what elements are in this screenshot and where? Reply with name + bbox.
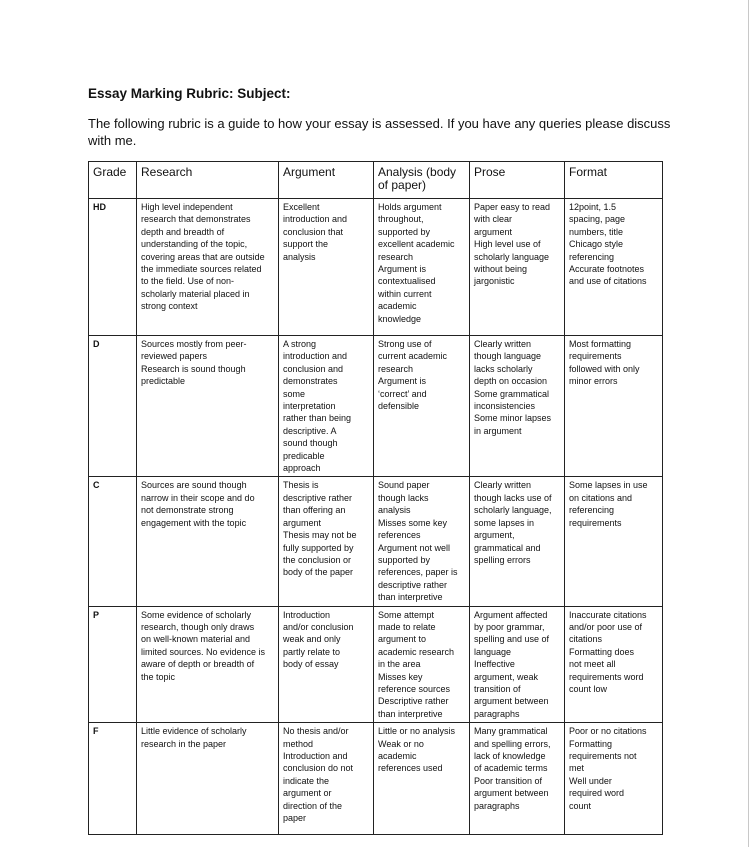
cell-line: academic	[378, 751, 417, 761]
header-row	[89, 162, 663, 199]
grade-cell: F	[89, 723, 137, 835]
cell-line: Strong use of	[378, 339, 432, 349]
cell-line: than offering an	[283, 505, 346, 516]
cell-line: though lacks	[378, 492, 429, 503]
cell-line: A strong	[283, 339, 317, 349]
cell-line: reference sources	[378, 683, 451, 694]
cell-line: referencing	[569, 251, 615, 262]
grade-cell: P	[89, 606, 137, 723]
cell-line: aware of depth or breadth of	[141, 659, 255, 670]
cell-line: introduction and	[283, 214, 348, 225]
cell-line: than interpretive	[378, 592, 443, 603]
cell-line: direction of the	[283, 800, 343, 811]
cell-line: though lacks use of	[474, 492, 552, 503]
cell-line: descriptive. A	[283, 425, 337, 436]
cell-line: Sources are sound though	[141, 480, 247, 491]
cell-line: argument, weak	[474, 671, 539, 682]
cell-line: introduction and	[283, 351, 348, 362]
cell-line: Clearly written	[474, 339, 532, 349]
cell-line: minor errors	[569, 376, 618, 387]
cell-line: argument between	[474, 696, 549, 707]
cell-line: depth and breadth of	[141, 226, 225, 237]
cell-line: spelling errors	[474, 554, 531, 565]
cell-line: research	[378, 363, 414, 374]
table-row	[89, 606, 663, 723]
prose-cell	[470, 723, 565, 835]
format-cell	[565, 477, 663, 606]
cell-line: Most formatting	[569, 339, 632, 349]
cell-line: scholarly language,	[474, 505, 552, 516]
table-row	[89, 477, 663, 606]
cell-line: required word	[569, 788, 625, 799]
cell-line: citations	[569, 634, 603, 645]
cell-line: Misses key	[378, 671, 423, 682]
cell-line: supported by	[378, 554, 431, 565]
cell-line: partly relate to	[283, 646, 341, 657]
cell-line: descriptive rather	[378, 579, 448, 590]
cell-line: on well-known material and	[141, 634, 251, 645]
cell-line: Argument not well	[378, 542, 451, 553]
cell-line: Some lapses in use	[569, 480, 648, 491]
cell-line: though language	[474, 351, 542, 362]
cell-line: supported by	[378, 226, 431, 237]
cell-line: Introduction	[283, 609, 331, 620]
cell-line: transition of	[474, 683, 521, 694]
cell-line: not demonstrate strong	[141, 505, 234, 516]
cell-line: followed with only	[569, 363, 640, 374]
cell-line: in argument	[474, 425, 522, 436]
cell-line: requirements	[569, 351, 622, 362]
prose-cell	[470, 199, 565, 336]
cell-line: conclusion that	[283, 226, 344, 237]
cell-line: argument	[474, 226, 513, 237]
cell-line: and spelling errors,	[474, 738, 551, 749]
cell-line: conclusion and	[283, 363, 344, 374]
cell-line: analysis	[378, 505, 411, 516]
cell-line: research that demonstrates	[141, 214, 251, 225]
cell-line: Sound paper	[378, 480, 430, 491]
cell-line: research	[378, 251, 414, 262]
research-cell	[137, 723, 279, 835]
cell-line: Chicago style	[569, 239, 624, 250]
cell-line: Some attempt	[378, 609, 435, 620]
format-cell	[565, 199, 663, 336]
cell-line: count low	[569, 683, 608, 694]
cell-line: the conclusion or	[283, 554, 352, 565]
format-cell	[565, 336, 663, 477]
cell-line: engagement with the topic	[141, 517, 247, 528]
cell-line: knowledge	[378, 313, 422, 324]
cell-line: in the area	[378, 659, 421, 670]
prose-cell	[470, 336, 565, 477]
cell-line: High level independent	[141, 202, 233, 212]
cell-line: on citations and	[569, 492, 633, 503]
header-research: Research	[137, 162, 279, 199]
cell-line: Poor or no citations	[569, 726, 647, 737]
cell-line: descriptive rather	[283, 492, 353, 503]
cell-line: Accurate footnotes	[569, 264, 645, 275]
table-row	[89, 336, 663, 477]
header-prose: Prose	[470, 162, 565, 199]
research-cell	[137, 477, 279, 606]
cell-line: Misses some key	[378, 517, 448, 528]
cell-line: by poor grammar,	[474, 621, 545, 632]
cell-line: Some evidence of scholarly	[141, 609, 252, 620]
research-cell	[137, 199, 279, 336]
cell-line: academic	[378, 301, 417, 312]
cell-line: some lapses in	[474, 517, 535, 528]
cell-line: research, though only draws	[141, 621, 255, 632]
cell-line: met	[569, 763, 585, 774]
cell-line: and/or poor use of	[569, 621, 643, 632]
argument-cell	[279, 336, 374, 477]
cell-line: scholarly language	[474, 251, 550, 262]
table-row	[89, 723, 663, 835]
cell-line: the topic	[141, 671, 176, 682]
cell-line: No thesis and/or	[283, 726, 349, 737]
cell-line: Well under	[569, 775, 612, 786]
cell-line: inconsistencies	[474, 401, 536, 412]
cell-line: not meet all	[569, 659, 616, 670]
research-cell	[137, 336, 279, 477]
cell-line: argument	[283, 517, 322, 528]
cell-line: some	[283, 388, 306, 399]
cell-line: approach	[283, 463, 321, 474]
prose-cell	[470, 477, 565, 606]
argument-cell	[279, 199, 374, 336]
cell-line: Descriptive rather	[378, 696, 449, 707]
cell-line: analysis	[283, 251, 316, 262]
format-cell	[565, 606, 663, 723]
cell-line: method	[283, 738, 314, 749]
cell-line: language	[474, 646, 512, 657]
cell-line: lack of knowledge	[474, 751, 546, 761]
cell-line: Sources mostly from peer-	[141, 339, 247, 349]
cell-line: 12point, 1.5	[569, 202, 617, 212]
cell-line: requirements not	[569, 751, 637, 761]
cell-line: argument,	[474, 530, 515, 541]
argument-cell	[279, 477, 374, 606]
cell-line: than interpretive	[378, 708, 443, 719]
grade-cell: C	[89, 477, 137, 606]
cell-line: defensible	[378, 401, 420, 412]
cell-line: spelling and use of	[474, 634, 550, 645]
cell-line: indicate the	[283, 775, 330, 786]
intro-paragraph: The following rubric is a guide to how your essay is assessed. If you have any queries please discuss with me.	[88, 116, 671, 148]
cell-line: sound though	[283, 438, 338, 449]
cell-line: Excellent	[283, 202, 320, 212]
cell-line: jargonistic	[474, 276, 515, 287]
cell-line: Paper easy to read	[474, 202, 551, 212]
cell-line: Argument affected	[474, 609, 548, 620]
cell-line: Many grammatical	[474, 726, 548, 737]
cell-line: predicable	[283, 450, 325, 461]
cell-line: predictable	[141, 376, 186, 387]
cell-line: Formatting	[569, 738, 613, 749]
cell-line: Ineffective	[474, 659, 515, 670]
cell-line: numbers, title	[569, 226, 624, 237]
research-cell	[137, 606, 279, 723]
prose-cell	[470, 606, 565, 723]
cell-line: Some grammatical	[474, 388, 550, 399]
header-analysis: Analysis (body of paper)	[374, 162, 470, 199]
analysis-cell	[374, 606, 470, 723]
cell-line: spacing, page	[569, 214, 626, 225]
analysis-cell	[374, 199, 470, 336]
cell-line: interpretation	[283, 401, 336, 412]
cell-line: requirements	[569, 517, 622, 528]
header-format: Format	[565, 162, 663, 199]
cell-line: argument between	[474, 788, 549, 799]
cell-line: Little evidence of scholarly	[141, 726, 247, 737]
cell-line: argument or	[283, 788, 332, 799]
cell-line: Little or no analysis	[378, 726, 456, 737]
table-row	[89, 199, 663, 336]
cell-line: of academic terms	[474, 763, 548, 774]
cell-line: Thesis may not be	[283, 530, 357, 541]
document-title: Essay Marking Rubric: Subject:	[88, 86, 291, 101]
cell-line: references used	[378, 763, 443, 774]
cell-line: paragraphs	[474, 800, 520, 811]
cell-line: and use of citations	[569, 276, 647, 287]
grade-cell: HD	[89, 199, 137, 336]
cell-line: scholarly material placed in	[141, 288, 250, 299]
cell-line: grammatical and	[474, 542, 541, 553]
cell-line: demonstrates	[283, 376, 338, 387]
cell-line: lacks scholarly	[474, 363, 533, 374]
rubric-table	[88, 161, 663, 835]
analysis-cell	[374, 723, 470, 835]
cell-line: references, paper is	[378, 567, 458, 578]
cell-line: Thesis is	[283, 480, 319, 491]
cell-line: body of the paper	[283, 567, 354, 578]
cell-line: made to relate	[378, 621, 436, 632]
cell-line: depth on occasion	[474, 376, 548, 387]
cell-line: High level use of	[474, 239, 541, 250]
header-grade: Grade	[89, 162, 137, 199]
cell-line: references	[378, 530, 421, 541]
cell-line: Argument is	[378, 264, 427, 275]
cell-line: fully supported by	[283, 542, 354, 553]
header-argument: Argument	[279, 162, 374, 199]
cell-line: contextualised	[378, 276, 436, 287]
cell-line: Some minor lapses	[474, 413, 552, 424]
cell-line: argument to	[378, 634, 427, 645]
argument-cell	[279, 606, 374, 723]
cell-line: narrow in their scope and do	[141, 492, 255, 503]
cell-line: Holds argument	[378, 202, 442, 212]
cell-line: Argument is	[378, 376, 427, 387]
cell-line: conclusion do not	[283, 763, 354, 774]
analysis-cell	[374, 477, 470, 606]
cell-line: count	[569, 800, 592, 811]
cell-line: the immediate sources related	[141, 264, 262, 275]
cell-line: Inaccurate citations	[569, 609, 647, 620]
cell-line: without being	[474, 264, 528, 275]
cell-line: and/or conclusion	[283, 621, 354, 632]
cell-line: requirements word	[569, 671, 644, 682]
cell-line: paper	[283, 813, 307, 824]
format-cell	[565, 723, 663, 835]
cell-line: Weak or no	[378, 738, 424, 749]
cell-line: covering areas that are outside	[141, 251, 265, 262]
cell-line: with clear	[474, 214, 513, 225]
cell-line: Poor transition of	[474, 775, 543, 786]
cell-line: referencing	[569, 505, 615, 516]
cell-line: support the	[283, 239, 329, 250]
cell-line: current academic	[378, 351, 448, 362]
cell-line: strong context	[141, 301, 198, 312]
cell-line: understanding of the topic,	[141, 239, 248, 250]
cell-line: Clearly written	[474, 480, 532, 491]
cell-line: excellent academic	[378, 239, 455, 250]
cell-line: limited sources. No evidence is	[141, 646, 266, 657]
grade-cell: D	[89, 336, 137, 477]
cell-line: body of essay	[283, 659, 339, 670]
argument-cell	[279, 723, 374, 835]
cell-line: Research is sound though	[141, 363, 246, 374]
cell-line: research in the paper	[141, 738, 227, 749]
cell-line: Introduction and	[283, 751, 348, 761]
cell-line: to the field. Use of non-	[141, 276, 235, 287]
cell-line: weak and only	[283, 634, 341, 645]
cell-line: academic research	[378, 646, 455, 657]
analysis-cell	[374, 336, 470, 477]
cell-line: paragraphs	[474, 708, 520, 719]
cell-line: reviewed papers	[141, 351, 208, 362]
cell-line: throughout,	[378, 214, 424, 225]
cell-line: Formatting does	[569, 646, 635, 657]
cell-line: ‘correct’ and	[378, 388, 427, 399]
cell-line: within current	[378, 288, 432, 299]
cell-line: rather than being	[283, 413, 352, 424]
